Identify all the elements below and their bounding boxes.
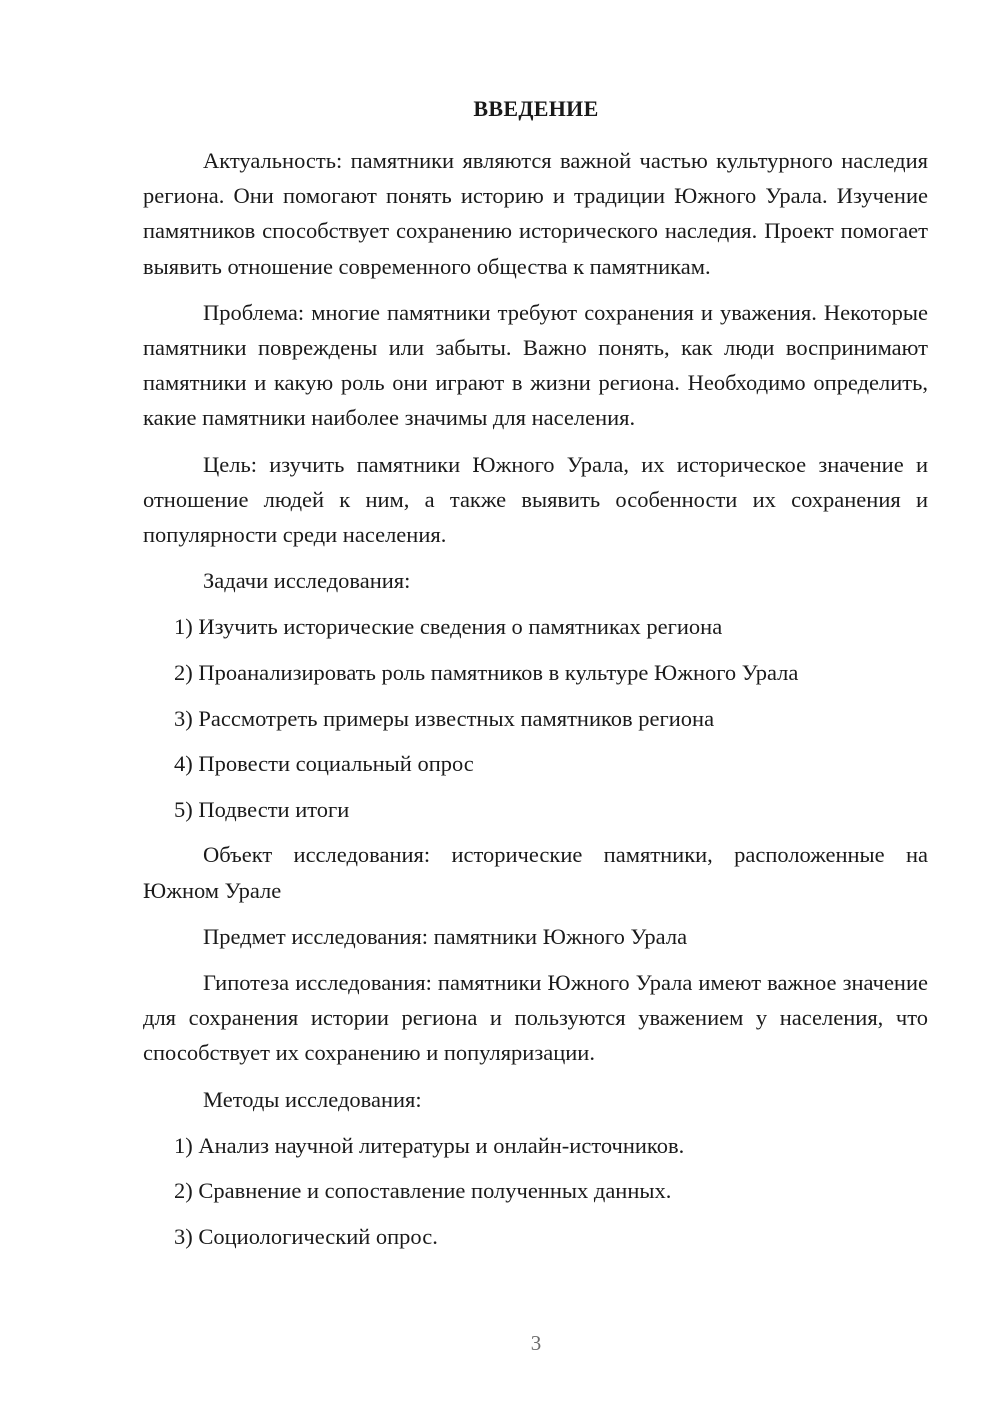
methods-list-item: 1) Анализ научной литературы и онлайн-источников.: [174, 1132, 685, 1158]
document-body: [143, 143, 928, 1265]
methods-list-item: 3) Социологический опрос.: [174, 1224, 438, 1250]
hypothesis-paragraph: Гипотеза исследования: памятники Южного Урала имеют важное значение для сохранения истории региона и пользуются уважением у населения, что способствует их сохранению и популяризации.: [143, 970, 928, 1066]
goal-paragraph: Цель: изучить памятники Южного Урала, их историческое значение и отношение людей к ним, а также выявить особенности их сохранения и популярности среди населения.: [143, 451, 928, 548]
relevance-paragraph: Актуальность: памятники являются важной частью культурного наследия региона. Они помогают понять историю и традиции Южного Урала. Изучение памятников способствует сохранению исторического наследия. Проект помогает выявить отношение современного общества к памятникам.: [143, 148, 928, 279]
tasks-list: [143, 609, 928, 827]
problem-paragraph: Проблема: многие памятники требуют сохранения и уважения. Некоторые памятники повреждены или забыты. Важно понять, как люди воспринимают памятники и какую роль они играют в жизни региона. Необходимо определить, какие памятники наиболее значимы для населения.: [143, 299, 928, 431]
methods-list: [143, 1128, 928, 1254]
methods-list-item: 2) Сравнение и сопоставление полученных данных.: [174, 1178, 672, 1204]
tasks-list-item: 3) Рассмотреть примеры известных памятников региона: [174, 705, 715, 731]
tasks-list-item: 4) Провести социальный опрос: [174, 751, 474, 777]
page-heading: ВВЕДЕНИЕ: [473, 96, 599, 121]
tasks-list-item: 1) Изучить исторические сведения о памятниках региона: [174, 614, 723, 640]
tasks-list-item: 5) Подвести итоги: [174, 796, 350, 822]
methods-title: Методы исследования:: [203, 1086, 422, 1112]
tasks-title: Задачи исследования:: [203, 568, 411, 594]
page-number: 3: [530, 1331, 542, 1355]
object-paragraph: Объект исследования: исторические памятники, расположенные на Южном Урале: [143, 842, 928, 903]
tasks-list-item: 2) Проанализировать роль памятников в культуре Южного Урала: [174, 660, 799, 686]
subject-paragraph: Предмет исследования: памятники Южного Урала: [203, 923, 688, 949]
